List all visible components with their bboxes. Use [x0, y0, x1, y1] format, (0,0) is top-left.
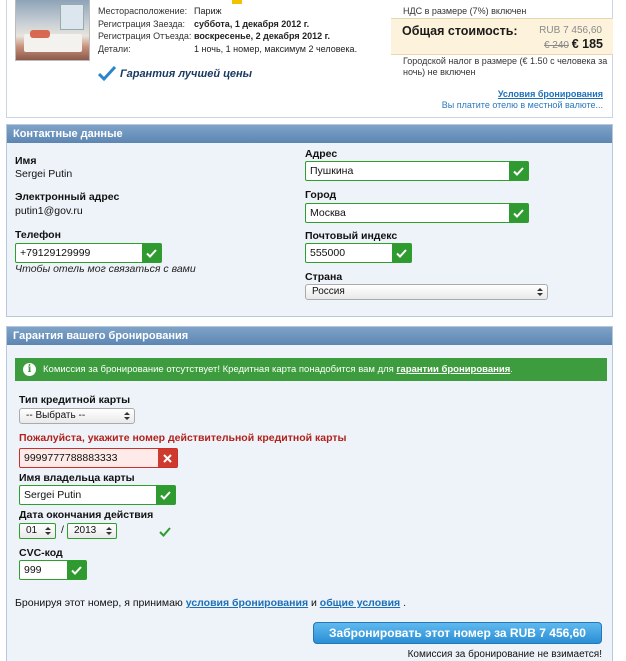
country-label: Страна — [305, 271, 343, 283]
card-type-label: Тип кредитной карты — [19, 394, 131, 406]
detail-row-checkout: Регистрация Отъезда: воскресенье, 2 декабря 2012 г. — [98, 31, 330, 41]
expiry-year-select[interactable]: 2013 — [67, 523, 117, 539]
select-arrows-icon — [44, 526, 52, 536]
booking-panel-title: Гарантия вашего бронирования — [7, 327, 612, 345]
holder-field[interactable] — [19, 485, 176, 505]
valid-check-icon — [509, 162, 528, 180]
expiry-separator: / — [61, 524, 64, 536]
general-terms-link[interactable]: общие условия — [319, 597, 401, 609]
phone-label: Телефон — [15, 229, 61, 241]
booking-conditions-link[interactable]: условия бронирования — [185, 597, 309, 609]
guarantee-link[interactable]: гарантии бронирования — [396, 364, 511, 375]
valid-check-icon — [142, 244, 161, 262]
holder-input[interactable] — [20, 486, 155, 504]
expiry-label: Дата окончания действия — [19, 509, 154, 521]
total-label: Общая стоимость: — [402, 24, 518, 38]
booking-summary — [0, 0, 626, 120]
booking-terms-link[interactable]: Условия бронирования — [497, 89, 603, 99]
card-number-field[interactable] — [19, 448, 178, 468]
card-number-input[interactable] — [20, 449, 157, 467]
new-price: € 185 — [571, 37, 603, 51]
best-price-guarantee: Гарантия лучшей цены — [98, 66, 252, 82]
city-tax-note: Городской налог в размере (€ 1.50 с человека за ночь) не включен — [403, 56, 608, 77]
zip-label: Почтовый индекс — [305, 230, 398, 242]
address-input[interactable] — [306, 162, 508, 180]
email-label: Электронный адрес — [15, 191, 120, 203]
holder-label: Имя владельца карты — [19, 472, 135, 484]
city-input[interactable] — [306, 204, 508, 222]
valid-check-icon — [392, 244, 411, 262]
zip-input[interactable] — [306, 244, 391, 262]
address-label: Адрес — [305, 148, 338, 160]
error-x-icon — [158, 449, 177, 467]
name-value: Sergei Putin — [15, 168, 73, 180]
zip-field[interactable] — [305, 243, 412, 263]
local-currency-note[interactable]: Вы платите отелю в местной валюте... — [441, 100, 603, 110]
detail-row-location: Месторасположение: Париж — [98, 6, 222, 16]
book-room-button[interactable]: Забронировать этот номер за RUB 7 456,60 — [313, 622, 602, 644]
cvc-label: CVC-код — [19, 547, 63, 559]
vat-note: НДС в размере (7%) включен — [403, 6, 527, 16]
total-rub: RUB 7 456,60 — [539, 25, 602, 36]
expiry-month-select[interactable]: 01 — [19, 523, 56, 539]
detail-row-details: Детали: 1 ночь, 1 номер, максимум 2 человека. — [98, 43, 358, 54]
no-fee-notice: i Комиссия за бронирование отсутствует! Кредитная карта понадобится вам для гарантии бронирования. — [15, 358, 607, 381]
old-price: € 240 — [543, 40, 569, 51]
stay-details — [98, 5, 357, 55]
info-icon: i — [23, 363, 36, 376]
cvc-field[interactable] — [19, 560, 87, 580]
star-rating-icon — [232, 0, 242, 4]
checkmark-icon — [98, 66, 116, 82]
city-label: Город — [305, 189, 337, 201]
detail-row-checkin: Регистрация Заезда: суббота, 1 декабря 2012 г. — [98, 18, 310, 29]
select-arrows-icon — [536, 287, 544, 297]
no-fee-note: Комиссия за бронирование не взимается! — [407, 649, 602, 660]
country-select[interactable]: Россия — [305, 284, 548, 300]
select-arrows-icon — [123, 411, 131, 421]
phone-input[interactable] — [16, 244, 141, 262]
phone-hint: Чтобы отель мог связаться с вами — [15, 263, 196, 275]
hotel-photo[interactable] — [15, 0, 90, 61]
contact-panel — [6, 124, 613, 317]
contact-panel-title: Контактные данные — [7, 125, 612, 143]
phone-field[interactable] — [15, 243, 162, 263]
city-field[interactable] — [305, 203, 529, 223]
card-number-error: Пожалуйста, укажите номер действительной кредитной карты — [19, 432, 347, 444]
terms-acceptance: Бронируя этот номер, я принимаю условия бронирования и общие условия . — [15, 597, 406, 609]
cvc-input[interactable] — [20, 561, 66, 579]
total-price-box — [391, 18, 613, 55]
address-field[interactable] — [305, 161, 529, 181]
valid-check-icon — [156, 486, 175, 504]
email-value: putin1@gov.ru — [15, 205, 83, 217]
booking-guarantee-panel — [6, 326, 613, 661]
valid-check-icon — [67, 561, 86, 579]
valid-check-icon — [509, 204, 528, 222]
card-type-select[interactable]: -- Выбрать -- — [19, 408, 135, 424]
name-label: Имя — [15, 155, 37, 167]
select-arrows-icon — [105, 526, 113, 536]
expiry-valid-check-icon — [159, 527, 171, 537]
price-box — [391, 0, 613, 118]
